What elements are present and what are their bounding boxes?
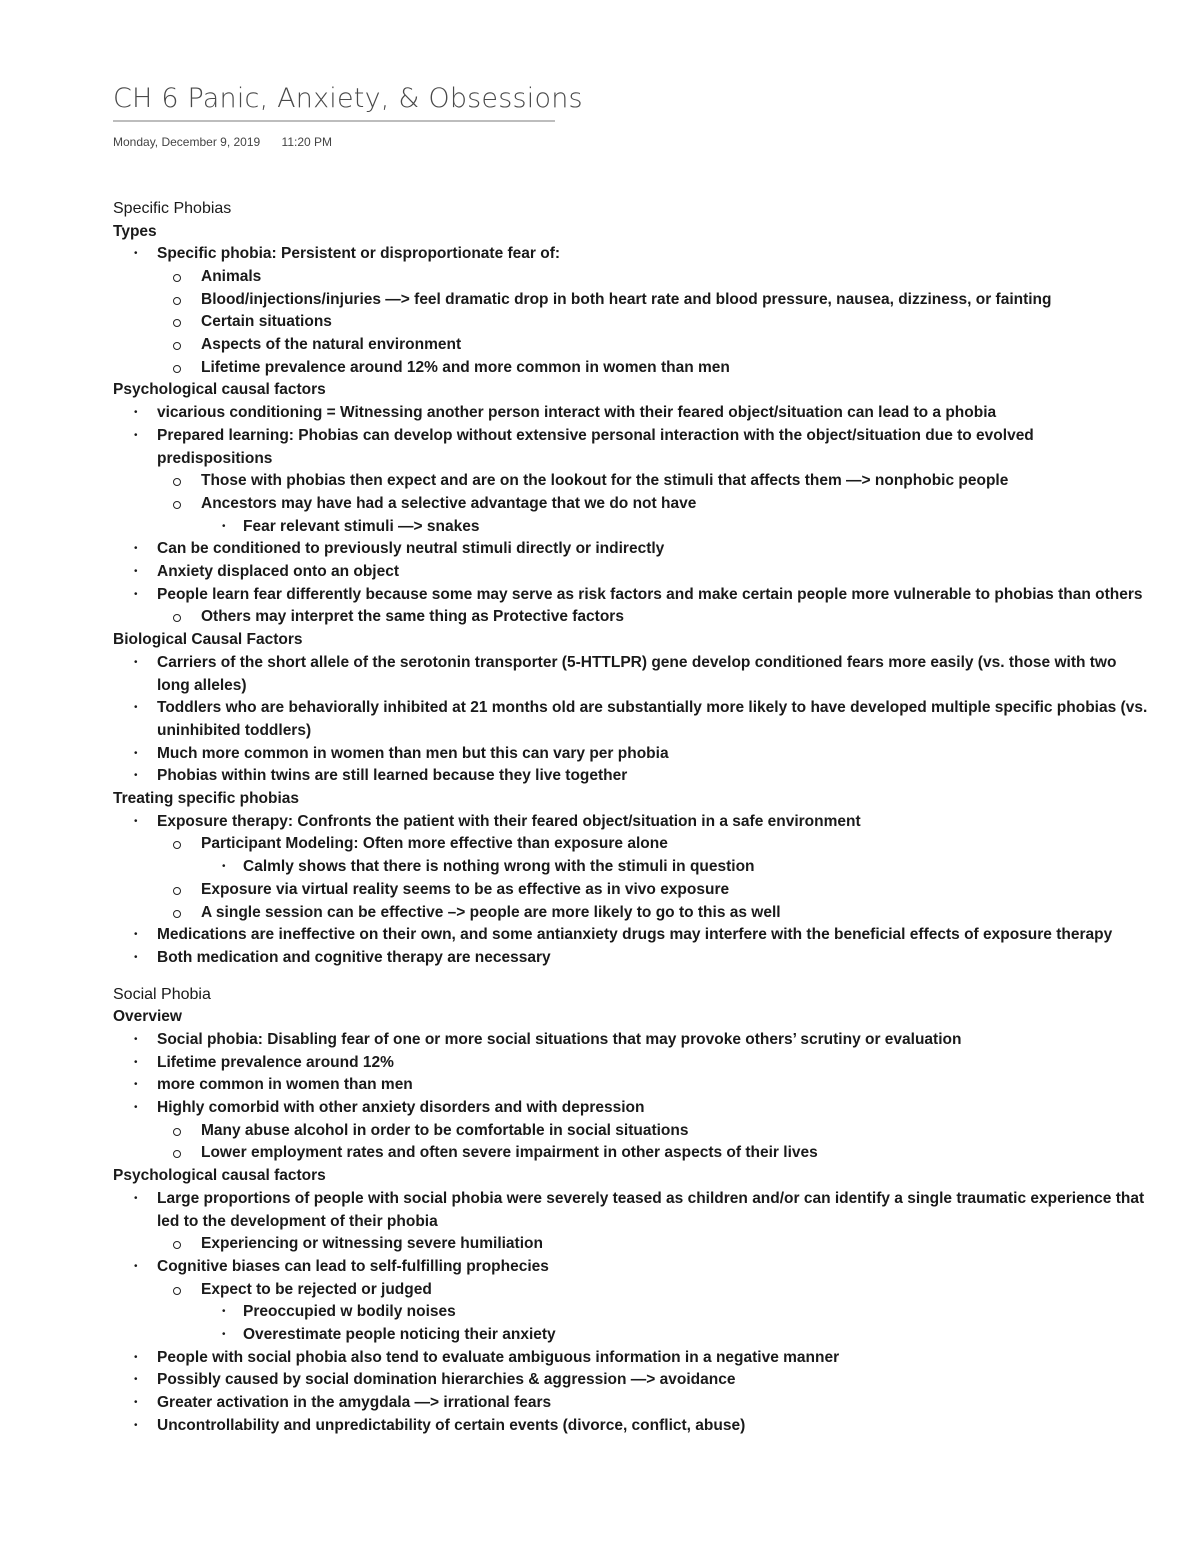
list-item-text: Uncontrollability and unpredictability of certain events (divorce, conflict, abuse) — [157, 1416, 746, 1434]
title-underline — [113, 120, 555, 122]
list-item — [113, 1256, 1153, 1347]
list-item-text: Experiencing or witnessing severe humiliation — [201, 1235, 543, 1253]
list-item — [113, 1029, 1153, 1052]
list-item — [157, 470, 1153, 493]
list-item-text: Ancestors may have had a selective advantage that we do not have — [201, 494, 697, 512]
bullet-list-level-3 — [201, 856, 1153, 879]
subheading: Psychological causal factors — [113, 381, 326, 399]
list-item-text: Prepared learning: Phobias can develop without extensive personal interaction with the object/situation due to evolved predispositions — [157, 426, 1034, 467]
list-item-text: Many abuse alcohol in order to be comfortable in social situations — [201, 1121, 689, 1139]
list-item — [201, 1301, 1153, 1324]
bullet-list-level-2 — [157, 833, 1153, 924]
bullet-list-level-1 — [113, 1029, 1153, 1165]
list-item-text: Anxiety displaced onto an object — [157, 563, 400, 581]
bullet-list-level-1 — [113, 402, 1153, 629]
list-item — [113, 1188, 1153, 1256]
subheading: Treating specific phobias — [113, 790, 300, 808]
list-item-text: Medications are ineffective on their own, and some antianxiety drugs may interfere with the beneficial effects of exposure therapy — [157, 926, 1113, 944]
list-item-text: Cognitive biases can lead to self-fulfilling prophecies — [157, 1257, 549, 1275]
list-item-text: Exposure via virtual reality seems to be as effective as in vivo exposure — [201, 880, 730, 898]
note-time: 11:20 PM — [281, 135, 333, 149]
list-item-text: Large proportions of people with social phobia were severely teased as children and/or can identify a single traumatic experience that led to the development of their phobia — [157, 1189, 1145, 1230]
subheading: Overview — [113, 1008, 182, 1026]
list-item — [157, 879, 1153, 902]
list-item-text: Participant Modeling: Often more effective than exposure alone — [201, 835, 668, 853]
list-item — [113, 924, 1153, 947]
page-title: CH 6 Panic, Anxiety, & Obsessions — [113, 83, 583, 114]
list-item — [201, 1324, 1153, 1347]
list-item — [157, 1233, 1153, 1256]
list-item — [113, 538, 1153, 561]
bullet-list-level-2 — [157, 266, 1153, 380]
list-item — [113, 425, 1153, 539]
bullet-list-level-2 — [157, 470, 1153, 538]
list-item-text: Specific phobia: Persistent or disproportionate fear of: — [157, 245, 561, 263]
list-item — [113, 243, 1153, 379]
list-item — [113, 743, 1153, 766]
list-item-text: Fear relevant stimuli —> snakes — [243, 517, 480, 535]
list-item-text: Those with phobias then expect and are on the lookout for the stimuli that affects them —> nonphobic people — [201, 472, 1009, 490]
list-item-text: Certain situations — [201, 313, 332, 331]
list-item-text: Both medication and cognitive therapy are necessary — [157, 949, 551, 966]
list-item-text: Animals — [201, 267, 262, 285]
list-item — [113, 697, 1153, 742]
list-item — [157, 357, 1153, 380]
list-item — [157, 493, 1153, 538]
list-item-text: Much more common in women than men but this can vary per phobia — [157, 744, 669, 762]
list-item-text: Expect to be rejected or judged — [201, 1280, 432, 1298]
bullet-list-level-3 — [201, 1301, 1153, 1346]
list-item-text: Calmly shows that there is nothing wrong with the stimuli in question — [243, 858, 755, 876]
section-title: Specific Phobias — [113, 200, 232, 217]
list-item-text: Overestimate people noticing their anxiety — [243, 1326, 556, 1344]
list-item — [157, 606, 1153, 629]
list-item-text: Lifetime prevalence around 12% — [157, 1053, 394, 1071]
list-item — [113, 561, 1153, 584]
list-item-text: A single session can be effective –> people are more likely to go to this as well — [201, 903, 781, 921]
list-item — [157, 1120, 1153, 1143]
list-item-text: Toddlers who are behaviorally inhibited at 21 months old are substantially more likely to have developed multiple specific phobias (vs. uninhibited toddlers) — [157, 699, 1148, 739]
list-item-text: Preoccupied w bodily noises — [243, 1303, 456, 1321]
section-title: Social Phobia — [113, 985, 211, 1003]
list-item — [157, 902, 1153, 925]
list-item — [113, 584, 1153, 629]
note-metadata — [113, 134, 1153, 150]
bullet-list-level-3 — [201, 516, 1153, 539]
bullet-list-level-2 — [157, 1279, 1153, 1347]
bullet-list-level-2 — [157, 1233, 1153, 1256]
list-item — [157, 334, 1153, 357]
list-item — [113, 1052, 1153, 1075]
list-item — [201, 856, 1153, 879]
list-item — [157, 311, 1153, 334]
list-item-text: People with social phobia also tend to evaluate ambiguous information in a negative manner — [157, 1348, 840, 1366]
list-item — [157, 1142, 1153, 1165]
list-item — [113, 1415, 1153, 1438]
section — [113, 984, 1153, 1438]
list-item — [157, 266, 1153, 289]
list-item — [113, 1074, 1153, 1097]
list-item — [113, 1392, 1153, 1415]
note-content — [113, 198, 1153, 1438]
list-item-text: Can be conditioned to previously neutral stimuli directly or indirectly — [157, 540, 665, 558]
list-item-text: Lifetime prevalence around 12% and more common in women than men — [201, 358, 730, 376]
list-item — [113, 811, 1153, 925]
list-item-text: Phobias within twins are still learned because they live together — [157, 767, 628, 785]
bullet-list-level-2 — [157, 1120, 1153, 1165]
list-item-text: vicarious conditioning = Witnessing another person interact with their feared object/situation can lead to a phobia — [157, 404, 997, 422]
list-item — [113, 1097, 1153, 1165]
list-item — [157, 289, 1153, 312]
list-item — [113, 1369, 1153, 1392]
list-item — [113, 402, 1153, 425]
list-item — [113, 1347, 1153, 1370]
subheading: Biological Causal Factors — [113, 631, 303, 649]
list-item-text: Carriers of the short allele of the serotonin transporter (5-HTTLPR) gene develop conditioned fears more easily (vs. those with two long alleles) — [157, 653, 1117, 694]
list-item-text: Exposure therapy: Confronts the patient with their feared object/situation in a safe environment — [157, 812, 861, 830]
list-item-text: Social phobia: Disabling fear of one or more social situations that may provoke others’ scrutiny or evaluation — [157, 1030, 962, 1048]
list-item-text: Aspects of the natural environment — [201, 336, 462, 354]
list-item-text: Lower employment rates and often severe impairment in other aspects of their lives — [201, 1144, 818, 1162]
bullet-list-level-1 — [113, 652, 1153, 788]
list-item-text: Blood/injections/injuries —> feel dramatic drop in both heart rate and blood pressure, nausea, dizziness, or fainting — [201, 290, 1052, 308]
bullet-list-level-2 — [157, 606, 1153, 629]
list-item — [157, 1279, 1153, 1347]
list-item-text: Possibly caused by social domination hierarchies & aggression —> avoidance — [157, 1371, 736, 1389]
list-item-text: Others may interpret the same thing as Protective factors — [201, 608, 624, 626]
section — [113, 198, 1153, 970]
list-item — [157, 833, 1153, 878]
bullet-list-level-1 — [113, 243, 1153, 379]
list-item-text: Highly comorbid with other anxiety disorders and with depression — [157, 1099, 645, 1117]
bullet-list-level-1 — [113, 1188, 1153, 1438]
subheading: Psychological causal factors — [113, 1167, 326, 1185]
list-item — [113, 765, 1153, 788]
note-page — [113, 80, 1153, 1438]
list-item-text: People learn fear differently because some may serve as risk factors and make certain people more vulnerable to phobias than others — [157, 585, 1143, 603]
list-item-text: more common in women than men — [157, 1076, 413, 1094]
list-item — [113, 652, 1153, 697]
note-date: Monday, December 9, 2019 — [113, 135, 261, 149]
list-item — [201, 516, 1153, 539]
subheading: Types — [113, 222, 157, 240]
list-item — [113, 947, 1153, 970]
list-item-text: Greater activation in the amygdala —> irrational fears — [157, 1394, 552, 1412]
bullet-list-level-1 — [113, 811, 1153, 970]
